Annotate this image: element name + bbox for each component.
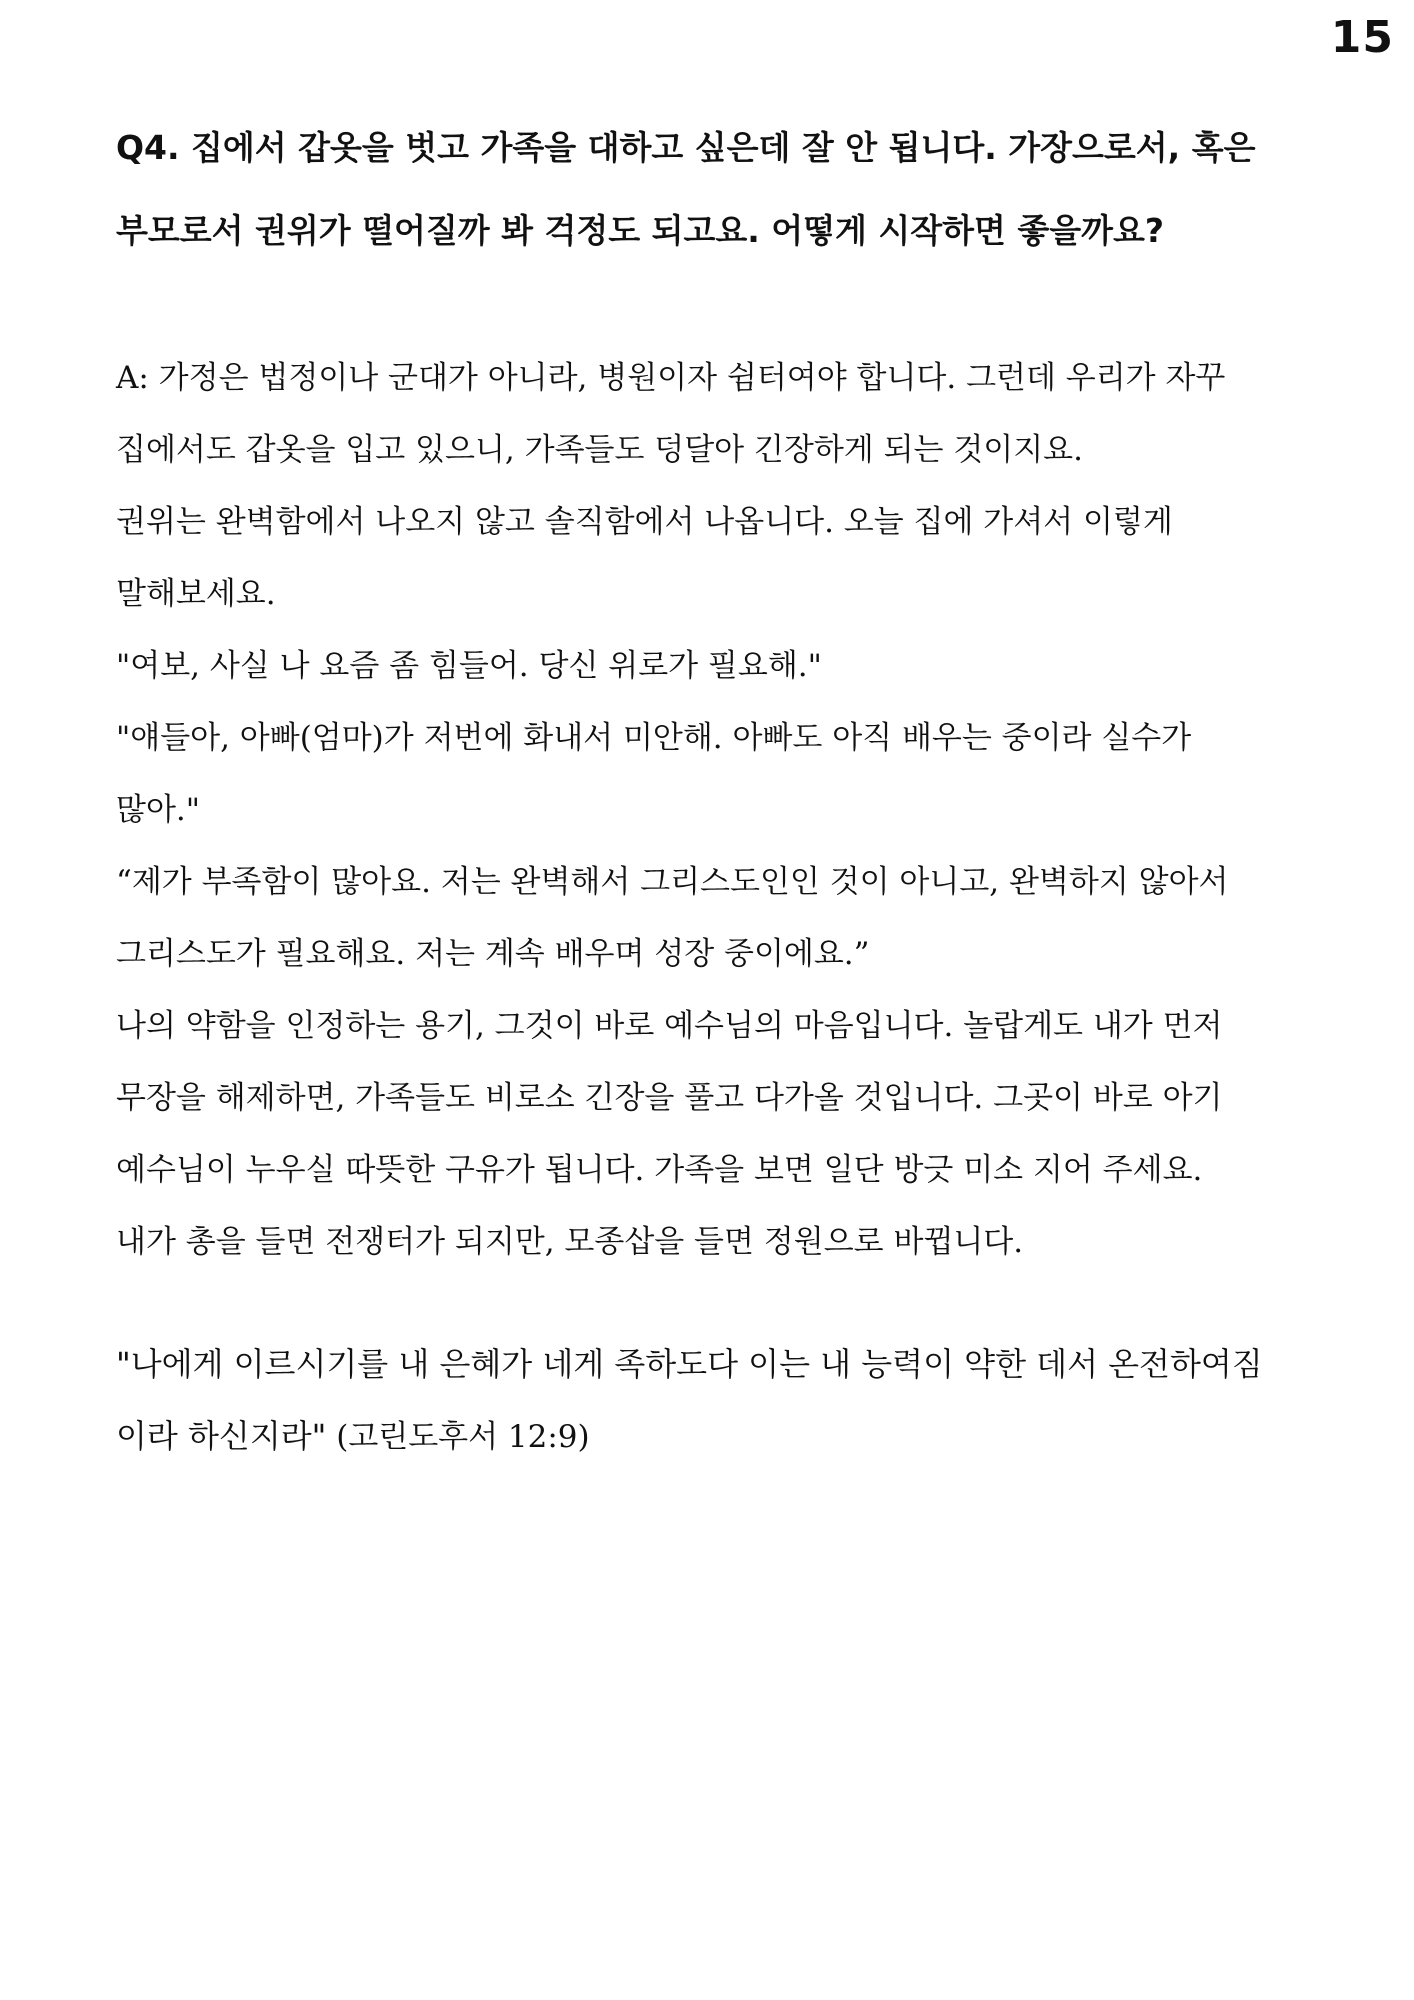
verse-text: 이라 하신지라" [116,1417,327,1455]
answer-line: “제가 부족함이 많아요. 저는 완벽해서 그리스도인인 것이 아니고, 완벽하지 않아서 [116,864,1229,900]
bible-verse [116,1340,1336,1484]
answer-line: 집에서도 갑옷을 입고 있으니, 가족들도 덩달아 긴장하게 되는 것이지요. [116,432,1083,468]
verse-line: "나에게 이르시기를 내 은혜가 네게 족하도다 이는 내 능력이 약한 데서 온전하여짐 [116,1345,1263,1383]
answer-line: 권위는 완벽함에서 나오지 않고 솔직함에서 나옵니다. 오늘 집에 가셔서 이렇게 [116,504,1173,540]
answer-line: 나의 약함을 인정하는 용기, 그것이 바로 예수님의 마음입니다. 놀랍게도 내가 먼저 [116,1008,1223,1044]
answer-line: 말해보세요. [116,576,276,612]
answer-line: "얘들아, 아빠(엄마)가 저번에 화내서 미안해. 아빠도 아직 배우는 중이라 실수가 [116,720,1192,756]
answer-line: 많아." [116,792,201,828]
verse-reference: (고린도후서 12:9) [326,1419,590,1455]
answer-line: 그리스도가 필요해요. 저는 계속 배우며 성장 중이에요.” [116,936,870,972]
answer-body [116,354,1336,1290]
answer-line: 내가 총을 들면 전쟁터가 되지만, 모종삽을 들면 정원으로 바뀝니다. [116,1224,1024,1260]
answer-line: "여보, 사실 나 요즘 좀 힘들어. 당신 위로가 필요해." [116,648,822,684]
question-heading [116,128,1316,294]
question-line: 부모로서 권위가 떨어질까 봐 걱정도 되고요. 어떻게 시작하면 좋을까요? [116,211,1165,250]
answer-line: A: 가정은 법정이나 군대가 아니라, 병원이자 쉼터여야 합니다. 그런데 우리가 자꾸 [116,360,1226,396]
answer-line: 무장을 해제하면, 가족들도 비로소 긴장을 풀고 다가올 것입니다. 그곳이 바로 아기 [116,1080,1223,1116]
verse-line-with-reference [116,1412,1336,1484]
question-line: Q4. 집에서 갑옷을 벗고 가족을 대하고 싶은데 잘 안 됩니다. 가장으로서, 혹은 [116,128,1256,167]
answer-line: 예수님이 누우실 따뜻한 구유가 됩니다. 가족을 보면 일단 방긋 미소 지어 주세요. [116,1152,1203,1188]
page-number: 15 [1330,12,1394,63]
